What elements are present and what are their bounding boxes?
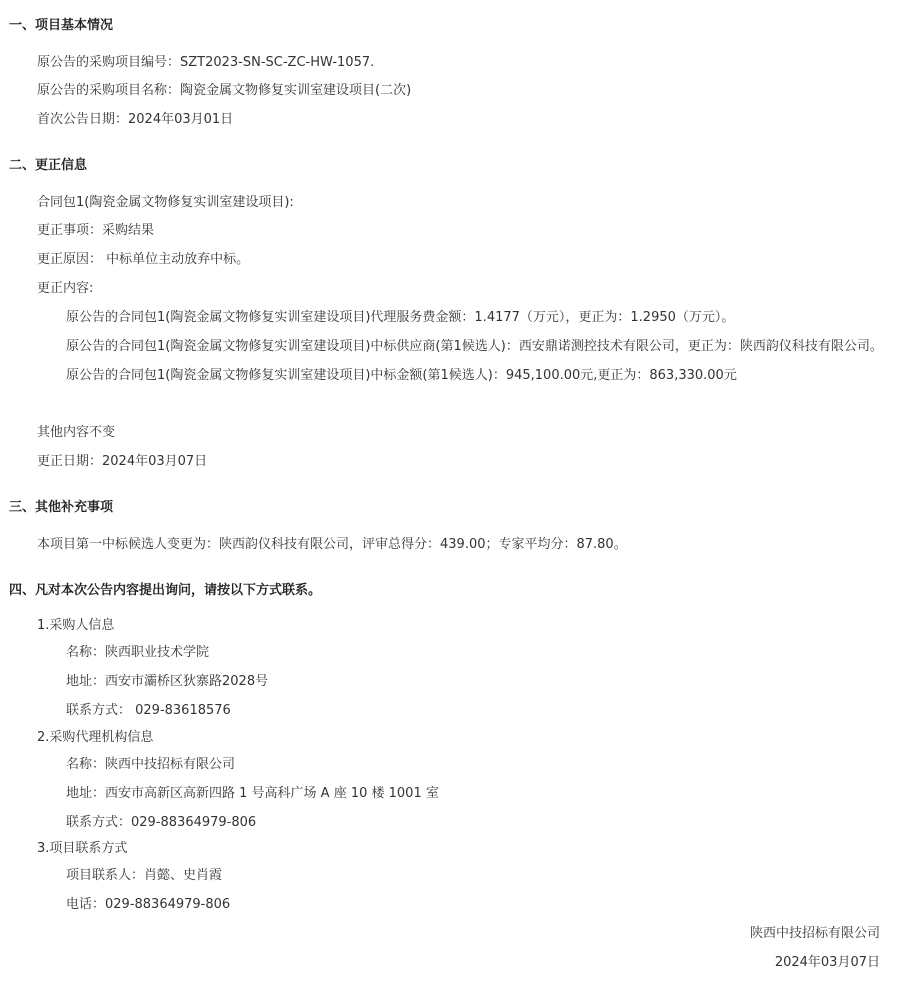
project-contact-title: 3.项目联系方式 (37, 841, 128, 856)
buyer-name: 名称：陕西职业技术学院 (66, 645, 210, 660)
correction-content-line: 原公告的合同包1(陶瓷金属文物修复实训室建设项目)代理服务费金额：1.4177（万元），更正为：1.2950（万元）。 (66, 310, 735, 325)
section-title-correction-info: 二、更正信息 (9, 158, 88, 173)
correction-date: 更正日期：2024年03月07日 (37, 454, 208, 469)
correction-item: 更正事项：采购结果 (37, 223, 155, 238)
footer-date: 2024年03月07日 (774, 955, 880, 970)
buyer-address: 地址：西安市灞桥区狄寨路2028号 (66, 674, 269, 689)
project-phone: 电话：029-88364979-806 (66, 897, 231, 912)
original-project-name: 原公告的采购项目名称：陶瓷金属文物修复实训室建设项目(二次) (37, 83, 412, 98)
correction-content-line: 原公告的合同包1(陶瓷金属文物修复实训室建设项目)中标供应商(第1候选人)：西安鼎诺测控技术有限公司，更正为：陕西韵仪科技有限公司。 (66, 339, 883, 354)
agency-name: 名称：陕西中技招标有限公司 (66, 757, 236, 772)
footer-company: 陕西中技招标有限公司 (749, 926, 880, 941)
supplementary-text: 本项目第一中标候选人变更为：陕西韵仪科技有限公司，评审总得分：439.00；专家平均分：87.80。 (37, 537, 627, 552)
other-content-unchanged: 其他内容不变 (37, 425, 116, 440)
first-announcement-date: 首次公告日期：2024年03月01日 (37, 112, 234, 127)
buyer-contact: 联系方式： 029-83618576 (66, 703, 231, 718)
section-title-basic-info: 一、项目基本情况 (9, 18, 114, 33)
agency-contact: 联系方式：029-88364979-806 (66, 815, 257, 830)
contract-package: 合同包1(陶瓷金属文物修复实训室建设项目): (37, 195, 294, 210)
correction-reason: 更正原因： 中标单位主动放弃中标。 (37, 252, 250, 267)
correction-content-label: 更正内容: (37, 281, 94, 296)
section-title-contact: 四、凡对本次公告内容提出询问，请按以下方式联系。 (9, 583, 322, 598)
correction-content-line: 原公告的合同包1(陶瓷金属文物修复实训室建设项目)中标金额(第1候选人)：945,100.00元,更正为：863,330.00元 (66, 368, 737, 383)
project-contact-person: 项目联系人：肖懿、史肖霞 (66, 868, 223, 883)
original-project-number: 原公告的采购项目编号：SZT2023-SN-SC-ZC-HW-1057. (37, 55, 375, 70)
agency-info-title: 2.采购代理机构信息 (37, 730, 154, 745)
buyer-info-title: 1.采购人信息 (37, 618, 115, 633)
agency-address: 地址：西安市高新区高新四路 1 号高科广场 A 座 10 楼 1001 室 (66, 786, 439, 801)
section-title-supplementary: 三、其他补充事项 (9, 500, 114, 515)
